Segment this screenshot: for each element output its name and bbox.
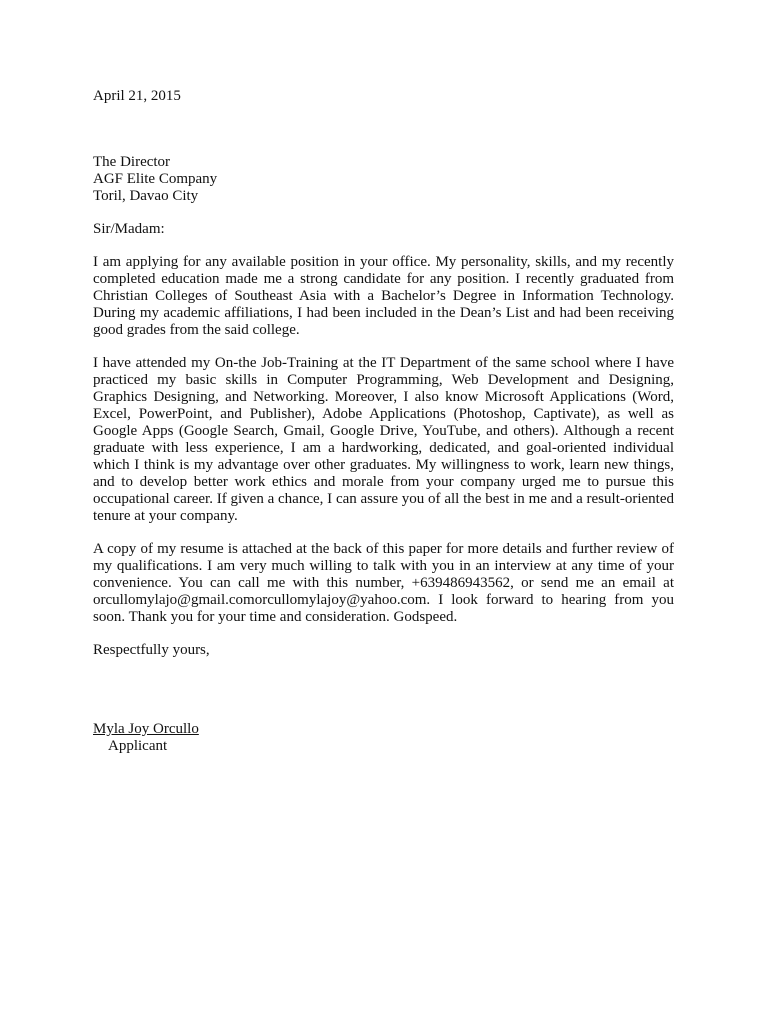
recipient-address: Toril, Davao City bbox=[93, 188, 199, 204]
application-letter bbox=[93, 88, 674, 755]
closing: Respectfully yours, bbox=[93, 642, 210, 658]
body-paragraph-3: A copy of my resume is attached at the back of this paper for more details and further review of my qualifications. I am very much willing to talk with you in an interview at any time of your convenience. You can call me with this number, +639486943562, or send me an email at orcullomylajo@gmail.comorcullomylajoy@yahoo.com. I look forward to hearing from you soon. Thank you for your time and consideration. Godspeed. bbox=[93, 541, 674, 625]
recipient-block bbox=[93, 154, 674, 205]
body-paragraph-2: I have attended my On-the Job-Training at the IT Department of the same school where I have practiced my basic skills in Computer Programming, Web Development and Designing, Graphics Designing, and Networking. Moreover, I also know Microsoft Applications (Word, Excel, PowerPoint, and Publisher), Adobe Applications (Photoshop, Captivate), as well as Google Apps (Google Search, Gmail, Google Drive, YouTube, and others). Although a recent graduate with less experience, I am a hardworking, dedicated, and goal-oriented individual which I think is my advantage over other graduates. My willingness to work, learn new things, and to develop better work ethics and morale from your company urged me to pursue this occupational career. If given a chance, I can assure you of all the best in me and a result-oriented tenure at your company. bbox=[93, 355, 674, 524]
letter-date: April 21, 2015 bbox=[93, 88, 181, 104]
signature-role: Applicant bbox=[108, 738, 168, 754]
signature-block bbox=[93, 721, 674, 755]
recipient-company: AGF Elite Company bbox=[93, 171, 218, 187]
recipient-title: The Director bbox=[93, 154, 171, 170]
signature-name: Myla Joy Orcullo bbox=[93, 721, 199, 737]
salutation: Sir/Madam: bbox=[93, 221, 165, 237]
body-paragraph-1: I am applying for any available position in your office. My personality, skills, and my recently completed education made me a strong candidate for any position. I recently graduated from Christian Colleges of Southeast Asia with a Bachelor’s Degree in Information Technology. During my academic affiliations, I had been included in the Dean’s List and had been receiving good grades from the said college. bbox=[93, 254, 674, 338]
